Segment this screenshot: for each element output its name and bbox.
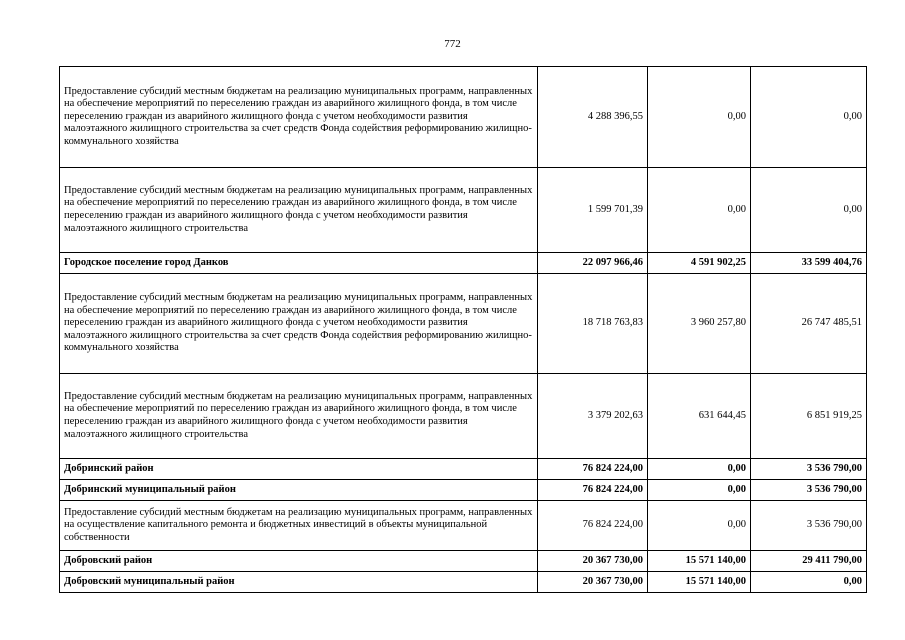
amount-year-1: 18 718 763,83 — [538, 274, 648, 374]
row-description: Добринский муниципальный район — [60, 480, 538, 501]
amount-year-1: 76 824 224,00 — [538, 480, 648, 501]
table-row-total — [60, 572, 867, 593]
row-description: Предоставление субсидий местным бюджетам на реализацию муниципальных программ, направленных на обеспечение мероприятий по переселению граждан из аварийного жилищного фонда, в том числе переселению граждан из аварийного жилищного фонда с учетом необходимости развития малоэтажного жилищного строительства за счет средств Фонда содействия реформированию жилищно-коммунального хозяйства — [60, 67, 538, 168]
row-description: Городское поселение город Данков — [60, 253, 538, 274]
amount-year-3: 29 411 790,00 — [751, 551, 867, 572]
row-description: Добровский район — [60, 551, 538, 572]
amount-year-2: 0,00 — [648, 459, 751, 480]
amount-year-2: 4 591 902,25 — [648, 253, 751, 274]
table-row-total — [60, 480, 867, 501]
amount-year-2: 15 571 140,00 — [648, 551, 751, 572]
amount-year-1: 76 824 224,00 — [538, 501, 648, 551]
amount-year-3: 0,00 — [751, 572, 867, 593]
row-description: Предоставление субсидий местным бюджетам на реализацию муниципальных программ, направленных на осуществление капитального ремонта и бюджетных инвестиций в объекты муниципальной собственности — [60, 501, 538, 551]
amount-year-3: 33 599 404,76 — [751, 253, 867, 274]
amount-year-2: 0,00 — [648, 501, 751, 551]
amount-year-1: 3 379 202,63 — [538, 374, 648, 459]
amount-year-2: 15 571 140,00 — [648, 572, 751, 593]
budget-table — [59, 66, 867, 593]
table-row — [60, 274, 867, 374]
amount-year-3: 0,00 — [751, 168, 867, 253]
amount-year-2: 631 644,45 — [648, 374, 751, 459]
row-description: Предоставление субсидий местным бюджетам на реализацию муниципальных программ, направленных на обеспечение мероприятий по переселению граждан из аварийного жилищного фонда, в том числе переселению граждан из аварийного жилищного фонда с учетом необходимости развития малоэтажного жилищного строительства — [60, 374, 538, 459]
amount-year-1: 20 367 730,00 — [538, 551, 648, 572]
amount-year-2: 0,00 — [648, 480, 751, 501]
amount-year-1: 1 599 701,39 — [538, 168, 648, 253]
amount-year-1: 22 097 966,46 — [538, 253, 648, 274]
amount-year-2: 3 960 257,80 — [648, 274, 751, 374]
amount-year-3: 3 536 790,00 — [751, 459, 867, 480]
amount-year-1: 76 824 224,00 — [538, 459, 648, 480]
amount-year-3: 6 851 919,25 — [751, 374, 867, 459]
table-row — [60, 501, 867, 551]
page-number: 772 — [444, 38, 461, 50]
row-description: Добровский муниципальный район — [60, 572, 538, 593]
amount-year-2: 0,00 — [648, 168, 751, 253]
amount-year-3: 0,00 — [751, 67, 867, 168]
amount-year-2: 0,00 — [648, 67, 751, 168]
amount-year-1: 4 288 396,55 — [538, 67, 648, 168]
amount-year-3: 26 747 485,51 — [751, 274, 867, 374]
amount-year-3: 3 536 790,00 — [751, 480, 867, 501]
row-description: Предоставление субсидий местным бюджетам на реализацию муниципальных программ, направленных на обеспечение мероприятий по переселению граждан из аварийного жилищного фонда, в том числе переселению граждан из аварийного жилищного фонда с учетом необходимости развития малоэтажного жилищного строительства — [60, 168, 538, 253]
amount-year-3: 3 536 790,00 — [751, 501, 867, 551]
table-row-total — [60, 459, 867, 480]
row-description: Предоставление субсидий местным бюджетам на реализацию муниципальных программ, направленных на обеспечение мероприятий по переселению граждан из аварийного жилищного фонда, в том числе переселению граждан из аварийного жилищного фонда с учетом необходимости развития малоэтажного жилищного строительства за счет средств Фонда содействия реформированию жилищно-коммунального хозяйства — [60, 274, 538, 374]
table-row — [60, 67, 867, 168]
table-row — [60, 168, 867, 253]
table-row-total — [60, 551, 867, 572]
table-row-total — [60, 253, 867, 274]
amount-year-1: 20 367 730,00 — [538, 572, 648, 593]
row-description: Добринский район — [60, 459, 538, 480]
table-row — [60, 374, 867, 459]
